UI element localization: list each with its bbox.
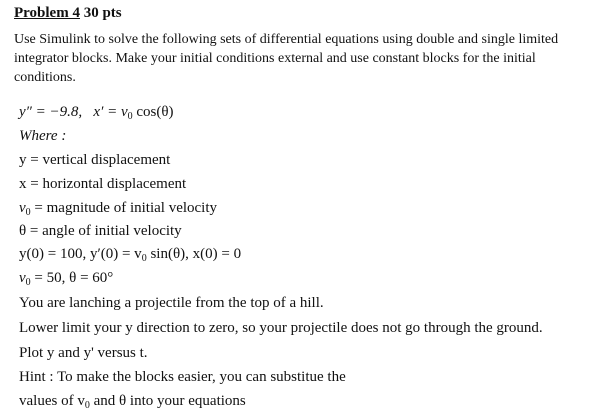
def-v0: $v_0$ = magnitude of initial velocity [19, 200, 218, 218]
problem-intro: Use Simulink to solve the following sets of differential equations using double and single limited integrator blocks. Make your initial conditions external and use constant blocks for the initial conditions. [14, 32, 559, 85]
lower-limit-text: Lower limit your y direction to zero, so your projectile does not go through the ground. [19, 320, 543, 336]
def-y: y = vertical displacement [19, 152, 171, 168]
plot-text: Plot y and y' versus t. [19, 345, 148, 361]
eq-cos: cos(θ) [132, 104, 174, 120]
problem-title: Problem 4 [14, 5, 80, 21]
eq-sub: 0 [127, 111, 133, 122]
def-x: x = horizontal displacement [19, 176, 187, 192]
where-label: Where : [19, 128, 67, 144]
given-values: $v_0 = 50$, θ = 60° [19, 270, 114, 288]
eq-y-double-prime: y″ = −9.8, [19, 104, 83, 120]
equation-line [19, 102, 174, 127]
hint-text: Hint : To make the blocks easier, you can substitue the [19, 369, 346, 385]
projectile-text: You are lanching a projectile from the top of a hill. [19, 295, 324, 311]
def-theta: θ = angle of initial velocity [19, 223, 182, 239]
initial-conditions: y(0) = 100, $y'(0) = v_0$ sin(θ), x(0) = 0 [19, 246, 242, 264]
values-text: values of $v_0$ and θ into your equations [19, 393, 246, 411]
problem-points: 30 pts [83, 5, 122, 21]
problem-heading [14, 5, 122, 22]
eq-x-prime: x′ = v [93, 104, 128, 120]
